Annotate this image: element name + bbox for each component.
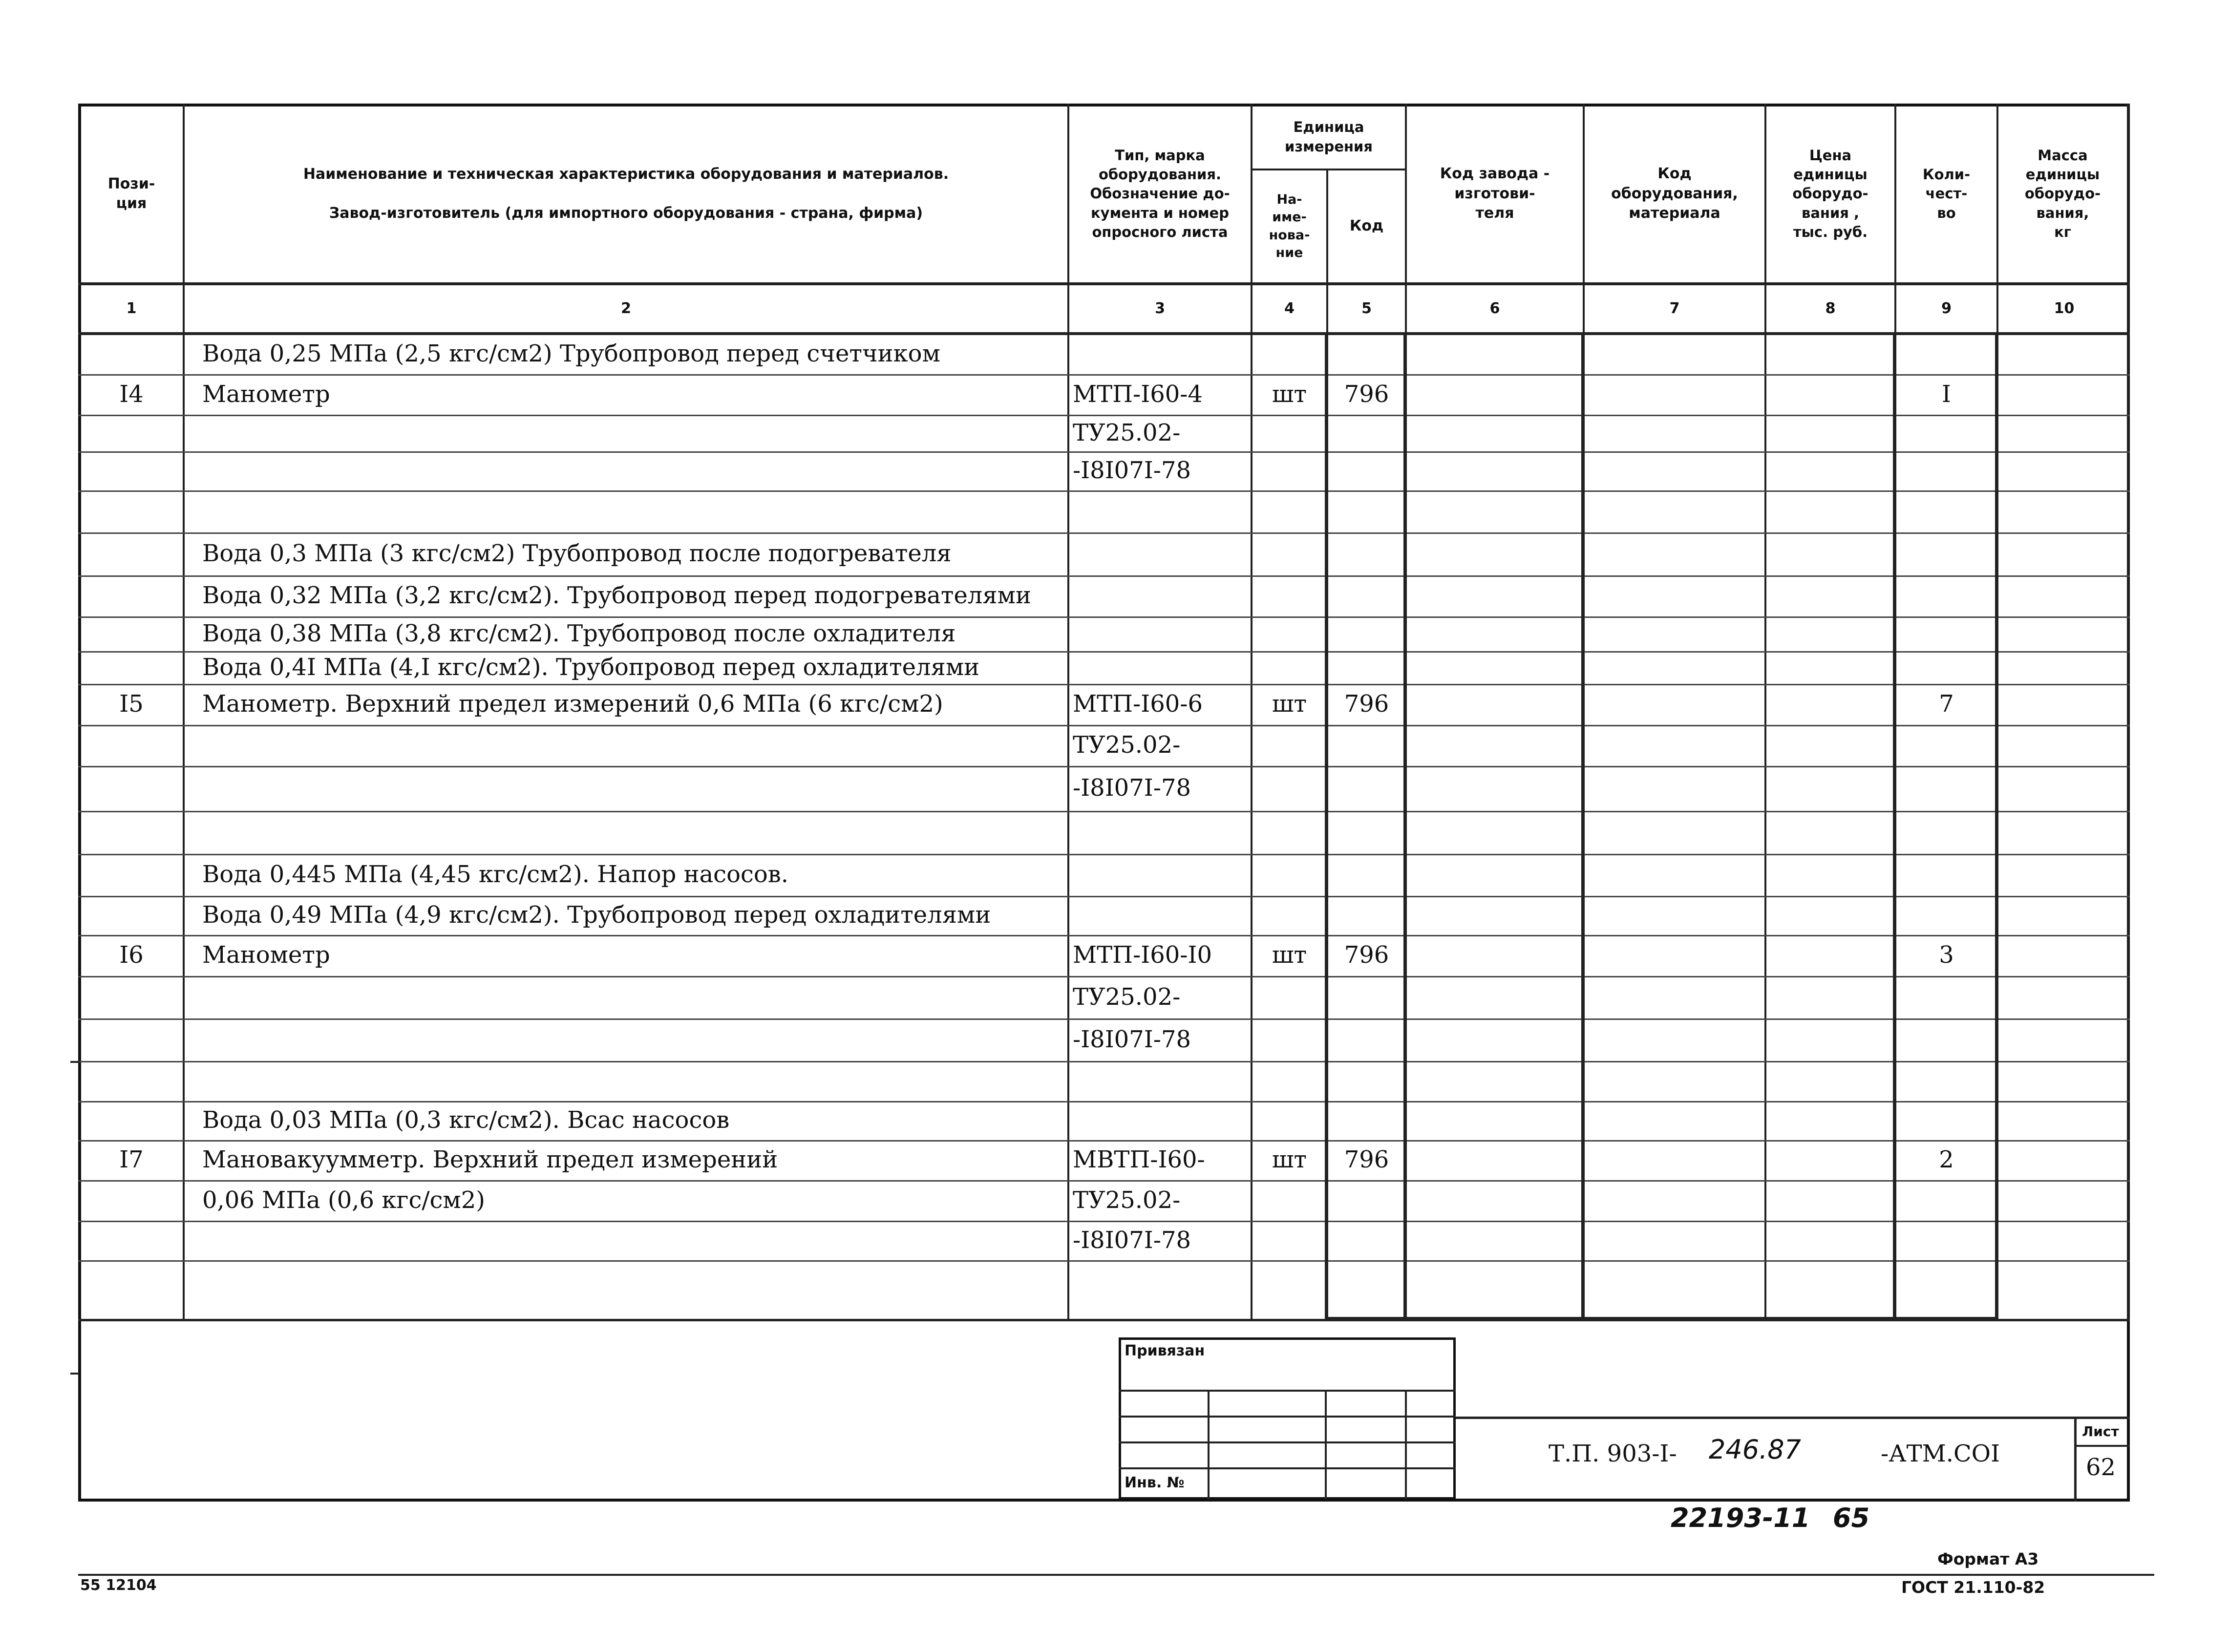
document-suffix: -АТМ.СОI xyxy=(1881,1440,2000,1467)
row-name: Манометр xyxy=(202,380,330,408)
column-number: 8 xyxy=(1825,299,1836,317)
header-unit-group: Единица измерения xyxy=(1285,119,1373,155)
row-position: I6 xyxy=(119,941,144,969)
row-type: ТУ25.02- xyxy=(1073,731,1181,759)
header-name-line2: Завод-изготовитель (для импортного оборудования - страна, фирма) xyxy=(329,205,923,222)
column-number: 4 xyxy=(1284,299,1295,317)
row-divider xyxy=(78,976,2130,977)
row-name: 0,06 МПа (0,6 кгс/см2) xyxy=(202,1186,486,1214)
row-divider xyxy=(78,1061,2130,1062)
row-name: Вода 0,3 МПа (3 кгс/см2) Трубопровод после подогревателя xyxy=(202,540,952,567)
footer-gost: ГОСТ 21.110-82 xyxy=(1901,1578,2045,1597)
row-divider xyxy=(78,854,2130,855)
row-quantity: 2 xyxy=(1939,1146,1954,1173)
column-number: 6 xyxy=(1489,299,1500,317)
header-price: Цена единицы оборудо- вания , тыс. руб. xyxy=(1792,147,1868,240)
row-type: ТУ25.02- xyxy=(1073,1186,1181,1214)
row-unit-code: 796 xyxy=(1344,690,1389,718)
row-unit: шт xyxy=(1272,941,1307,969)
row-divider xyxy=(78,766,2130,767)
row-type: ТУ25.02- xyxy=(1073,419,1181,446)
row-unit: шт xyxy=(1272,1146,1307,1173)
row-divider xyxy=(78,1221,2130,1222)
footer-format: Формат А3 xyxy=(1937,1549,2039,1568)
row-type: ТУ25.02- xyxy=(1073,983,1181,1011)
sheet-number: 62 xyxy=(2086,1454,2116,1481)
emphasis-line xyxy=(1325,334,1328,1320)
header-mass: Масса единицы оборудо- вания, кг xyxy=(2024,147,2101,240)
emphasis-line xyxy=(1581,334,1585,1320)
footer-handwritten-number: 22193-11 xyxy=(1671,1503,1810,1533)
row-name: Вода 0,4I МПа (4,I кгс/см2). Трубопровод перед охладителями xyxy=(202,653,980,681)
stamp-line xyxy=(1208,1390,1210,1500)
column-number: 5 xyxy=(1361,299,1372,317)
footer-line xyxy=(78,1574,2154,1576)
header-equipment-code: Код оборудования, материала xyxy=(1611,165,1738,222)
row-divider xyxy=(78,532,2130,534)
emphasis-line xyxy=(1893,334,1896,1320)
margin-tick xyxy=(70,1373,79,1375)
header-position: Пози- ция xyxy=(107,175,155,212)
row-type: МТП-I60-I0 xyxy=(1073,941,1212,969)
row-unit-code: 796 xyxy=(1344,380,1389,408)
document-number-handwritten: 246.87 xyxy=(1709,1434,1801,1465)
column-number: 9 xyxy=(1941,299,1952,317)
row-divider xyxy=(78,935,2130,936)
row-type: -I8I07I-78 xyxy=(1073,1025,1191,1053)
row-divider xyxy=(78,896,2130,897)
stamp-line xyxy=(1325,1390,1327,1500)
header-name xyxy=(185,106,1067,282)
row-divider xyxy=(78,374,2130,376)
row-type: МТП-I60-6 xyxy=(1073,690,1203,718)
title-block-sheet-line xyxy=(2074,1445,2130,1447)
header-unit-code: Код xyxy=(1349,217,1384,235)
row-name: Манометр. Верхний предел измерений 0,6 МПа (6 кгс/см2) xyxy=(202,690,943,718)
row-divider xyxy=(78,651,2130,653)
stamp-line xyxy=(1405,1390,1407,1500)
footer-bottom-left: 55 12104 xyxy=(80,1577,157,1594)
column-number: 10 xyxy=(2054,299,2075,317)
row-name: Вода 0,445 МПа (4,45 кгс/см2). Напор насосов. xyxy=(202,861,789,888)
column-number: 3 xyxy=(1155,299,1165,317)
row-position: I4 xyxy=(119,380,144,408)
row-divider xyxy=(78,415,2130,416)
row-divider xyxy=(78,684,2130,685)
row-divider xyxy=(78,725,2130,726)
row-name: Манометр xyxy=(202,941,330,969)
stamp-inv-label: Инв. № xyxy=(1125,1474,1185,1491)
row-divider xyxy=(78,1140,2130,1142)
footer-handwritten-page: 65 xyxy=(1833,1503,1870,1533)
row-divider xyxy=(78,1180,2130,1182)
col-number-line xyxy=(78,332,2130,335)
header-unit-name: На- име- нова- ние xyxy=(1269,191,1310,260)
row-unit: шт xyxy=(1272,380,1307,408)
row-name: Вода 0,49 МПа (4,9 кгс/см2). Трубопровод перед охладителями xyxy=(202,901,991,929)
row-type: -I8I07I-78 xyxy=(1073,1226,1191,1254)
row-quantity: 3 xyxy=(1939,941,1954,969)
row-divider xyxy=(78,1018,2130,1020)
column-number: 1 xyxy=(126,299,137,317)
row-divider xyxy=(78,1101,2130,1102)
header-quantity: Коли- чест- во xyxy=(1922,166,1971,221)
row-divider xyxy=(78,1260,2130,1262)
margin-tick xyxy=(70,1061,79,1063)
row-quantity: 7 xyxy=(1939,690,1954,718)
row-name: Мановакуумметр. Верхний предел измерений xyxy=(202,1146,778,1173)
stamp-bound-label: Привязан xyxy=(1125,1342,1205,1359)
row-name: Вода 0,38 МПа (3,8 кгс/см2). Трубопровод после охладителя xyxy=(202,619,956,647)
header-type: Тип, марка оборудования. Обозначение до- кумента и номер опросного листа xyxy=(1090,147,1230,240)
title-block-top xyxy=(1456,1417,2130,1419)
row-quantity: I xyxy=(1942,380,1951,408)
row-position: I7 xyxy=(119,1146,144,1173)
row-name: Вода 0,03 МПа (0,3 кгс/см2). Всас насосов xyxy=(202,1106,730,1134)
row-divider xyxy=(78,575,2130,577)
document-prefix: Т.П. 903-I- xyxy=(1549,1440,1677,1467)
header-name-line1: Наименование и техническая характеристика оборудования и материалов. xyxy=(303,165,949,183)
row-divider xyxy=(78,811,2130,812)
row-name: Вода 0,32 МПа (3,2 кгс/см2). Трубопровод перед подогревателями xyxy=(202,582,1031,609)
row-type: -I8I07I-78 xyxy=(1073,457,1191,484)
title-block-sheet-divider xyxy=(2074,1417,2077,1502)
row-position: I5 xyxy=(119,690,144,718)
table-bottom-line xyxy=(78,1319,2130,1321)
row-divider xyxy=(78,616,2130,618)
row-unit-code: 796 xyxy=(1344,941,1389,969)
header-manufacturer-code: Код завода - изготови- теля xyxy=(1440,165,1550,222)
row-unit: шт xyxy=(1272,690,1307,718)
row-name: Вода 0,25 МПа (2,5 кгс/см2) Трубопровод перед счетчиком xyxy=(202,340,940,367)
column-number: 2 xyxy=(621,299,631,317)
row-type: МВТП-I60- xyxy=(1073,1146,1205,1173)
sheet-label: Лист xyxy=(2082,1423,2119,1440)
row-type: МТП-I60-4 xyxy=(1073,380,1203,408)
column-number: 7 xyxy=(1669,299,1680,317)
row-type: -I8I07I-78 xyxy=(1073,774,1191,802)
row-divider xyxy=(78,490,2130,492)
emphasis-line xyxy=(1403,334,1407,1320)
row-unit-code: 796 xyxy=(1344,1146,1389,1173)
row-divider xyxy=(78,451,2130,453)
emphasis-line xyxy=(1995,334,1998,1320)
